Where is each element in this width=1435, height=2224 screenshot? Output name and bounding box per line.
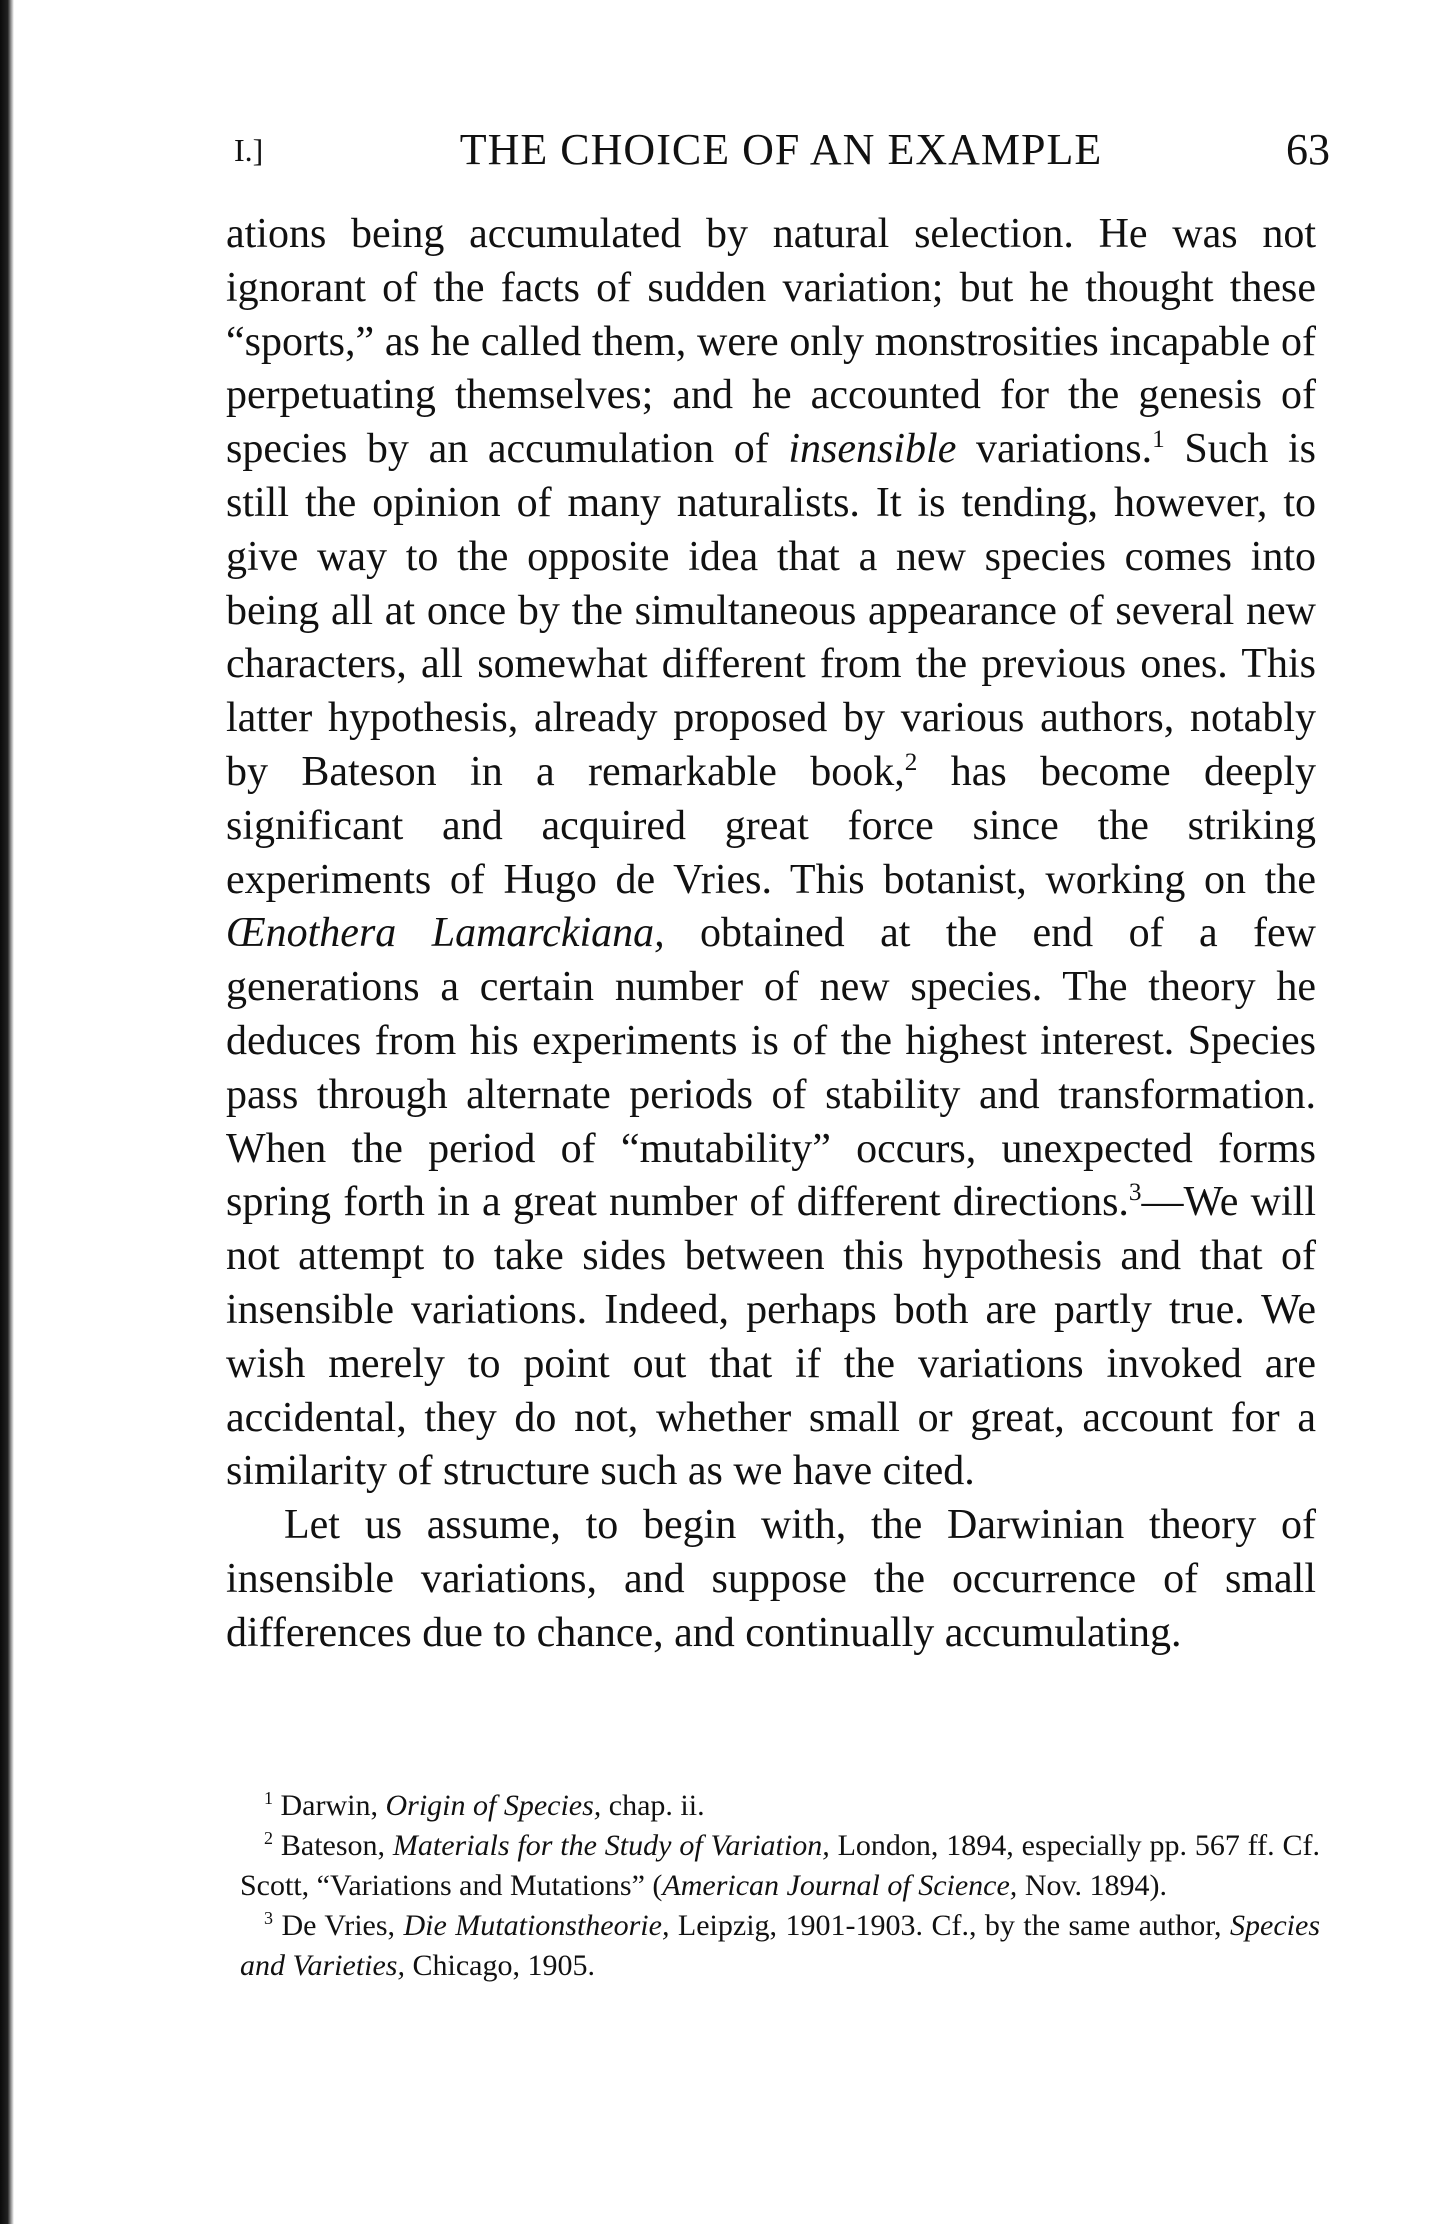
species-name: Œnothera Lamarckiana,: [226, 910, 665, 957]
page-title: THE CHOICE OF AN EXAMPLE: [459, 125, 1103, 174]
italic-emphasis: insensible: [788, 426, 957, 473]
footnote-2: $^2$ Bateson, Materials for the Study of Variation, London, 1894, especially pp. 567 ff. Cf. Scott, “Variations and Mutations” (American Journal of Science, Nov. 1894).: [240, 1828, 1320, 1902]
footnote-1: $^1$ Darwin, Origin of Species, chap. ii.: [264, 1788, 705, 1822]
footnote-ref-2: 2: [904, 748, 918, 776]
main-text: [226, 208, 1316, 1661]
book-binding-edge: [0, 0, 14, 2224]
footnotes: [240, 1786, 1320, 1986]
footnote-ref-1: 1: [1152, 426, 1165, 454]
footnote-3: $^3$ De Vries, Die Mutationstheorie, Leipzig, 1901-1903. Cf., by the same author, Species and Varieties, Chicago, 1905.: [240, 1908, 1320, 1982]
paragraph-2: Let us assume, to begin with, the Darwinian theory of insensible variations, and suppose the occurrence of small differences due to chance, and continually accumulating.: [226, 1502, 1316, 1656]
section-number: I.]: [234, 132, 264, 168]
running-header: [226, 122, 1336, 178]
page-number: 63: [1286, 125, 1330, 174]
footnote-ref-3: 3: [1128, 1179, 1142, 1207]
paragraph-1: ations being accumulated by natural selection. He was not ignorant of the facts of sudden variation; but he thought these “sports,” as he called them, were only monstrosities incapable of perpetuating themselves; and he accounted for the genesis of species by an accumulation of insensible variations.$^1$ Such is still the opinion of many naturalists. It is tending, however, to give way to the opposite idea that a new species comes into being all at once by the simultaneous appearance of several new characters, all somewhat different from the previous ones. This latter hypothesis, already proposed by various authors, notably by Bateson in a remarkable book,$^2$ has become deeply significant and acquired great force since the striking experiments of Hugo de Vries. This botanist, working on the Œnothera Lamarckiana, obtained at the end of a few generations a certain number of new species. The theory he deduces from his experiments is of the highest interest. Species pass through alternate periods of stability and transformation. When the period of “mutability” occurs, unexpected forms spring forth in a great number of different directions.$^3$—We will not attempt to take sides between this hypothesis and that of insensible variations. Indeed, perhaps both are partly true. We wish merely to point out that if the variations invoked are accidental, they do not, whether small or great, account for a similarity of structure such as we have cited.: [226, 211, 1316, 1495]
